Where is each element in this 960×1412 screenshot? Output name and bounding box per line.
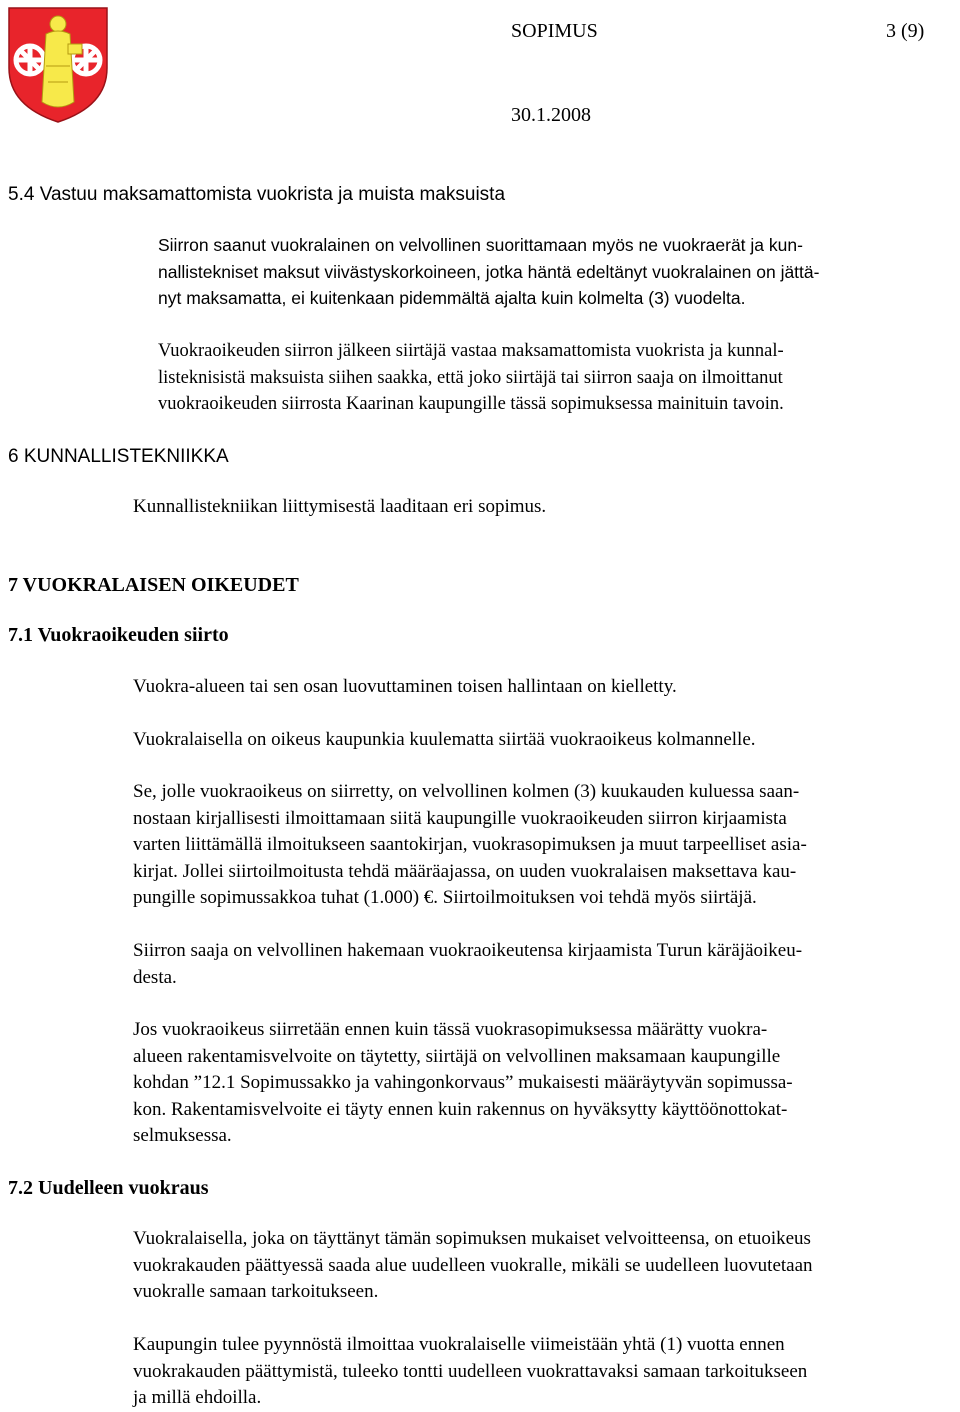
section-7-1-heading: 7.1 Vuokraoikeuden siirto: [8, 624, 229, 646]
section-5-4-paragraph-2: Vuokraoikeuden siirron jälkeen siirtäjä vastaa maksamattomista vuokrista ja kunnal- listeknisistä maksuista siihen saakka, että joko siirtäjä tai siirron saaja on ilmoittanut vuokraoikeuden siirrosta Kaarinan kaupungille tässä sopimuksessa mainituin tavoin.: [158, 341, 784, 414]
section-5-4-paragraph-1: Siirron saanut vuokralainen on velvollinen suorittamaan myös ne vuokraerät ja kun- nallistekniset maksut viivästyskorkoineen, jotka häntä edeltänyt vuokralainen on jättä- nyt maksamatta, ei kuitenkaan pidemmältä ajalta kuin kolmelta (3) vuodelta.: [158, 235, 820, 308]
section-7-1-paragraph-5: Jos vuokraoikeus siirretään ennen kuin tässä vuokrasopimuksessa määrätty vuokra- alueen rakentamisvelvoite on täytetty, siirtäjä on velvollinen maksamaan kaupungille kohdan ”12.1 Sopimussakko ja vahingonkorvaus” mukaisesti määräytyvän sopimussa- kon. Rakentamisvelvoite ei täyty ennen kuin rakennus on hyväksytty käyttöönottokat- selmuksessa.: [133, 1019, 793, 1146]
document-date: 30.1.2008: [511, 104, 591, 126]
section-7-1-paragraph-4: Siirron saaja on velvollinen hakemaan vuokraoikeutensa kirjaamista Turun käräjäoikeu- desta.: [133, 940, 803, 988]
section-7-1-paragraph-2: Vuokralaisella on oikeus kaupunkia kuulematta siirtää vuokraoikeus kolmannelle.: [133, 729, 756, 750]
section-7-2-paragraph-2: Kaupungin tulee pyynnöstä ilmoittaa vuokralaiselle viimeistään yhtä (1) vuotta ennen vuokrakauden päättymistä, tuleeko tontti uudelleen vuokrattavaksi samaan tarkoitukseen ja millä ehdoilla.: [133, 1334, 808, 1408]
coat-of-arms-icon: [6, 6, 110, 124]
section-7-1-paragraph-1: Vuokra-alueen tai sen osan luovuttaminen toisen hallintaan on kielletty.: [133, 676, 677, 697]
section-7-heading: 7 VUOKRALAISEN OIKEUDET: [8, 574, 299, 596]
section-7-2-paragraph-1: Vuokralaisella, joka on täyttänyt tämän sopimuksen mukaiset velvoitteensa, on etuoikeus vuokrakauden päättyessä saada alue uudelleen vuokralle, mikäli se uudelleen luovutetaan vuokralle samaan tarkoitukseen.: [133, 1228, 813, 1302]
section-7-1-paragraph-3: Se, jolle vuokraoikeus on siirretty, on velvollinen kolmen (3) kuukauden kuluessa saan- nostaan kirjallisesti ilmoittamaan siitä kaupungille vuokraoikeuden siirron kirjaamista varten liittämällä ilmoitukseen saantokirjan, vuokrasopimuksen ja muut tarpeelliset asia- kirjat. Jollei siirtoilmoitusta tehdä määräajassa, on uuden vuokralaisen maksettava kau- pungille sopimussakkoa tuhat (1.000) €. Siirtoilmoituksen voi tehdä myös siirtäjä.: [133, 781, 807, 908]
section-6-heading: 6 KUNNALLISTEKNIIKKA: [8, 446, 229, 467]
section-7-2-heading: 7.2 Uudelleen vuokraus: [8, 1177, 209, 1199]
section-5-4-heading: 5.4 Vastuu maksamattomista vuokrista ja muista maksuista: [8, 184, 506, 205]
document-type: SOPIMUS: [511, 20, 598, 42]
page-number: 3 (9): [886, 20, 925, 42]
section-6-paragraph: Kunnallistekniikan liittymisestä laaditaan eri sopimus.: [133, 496, 547, 517]
